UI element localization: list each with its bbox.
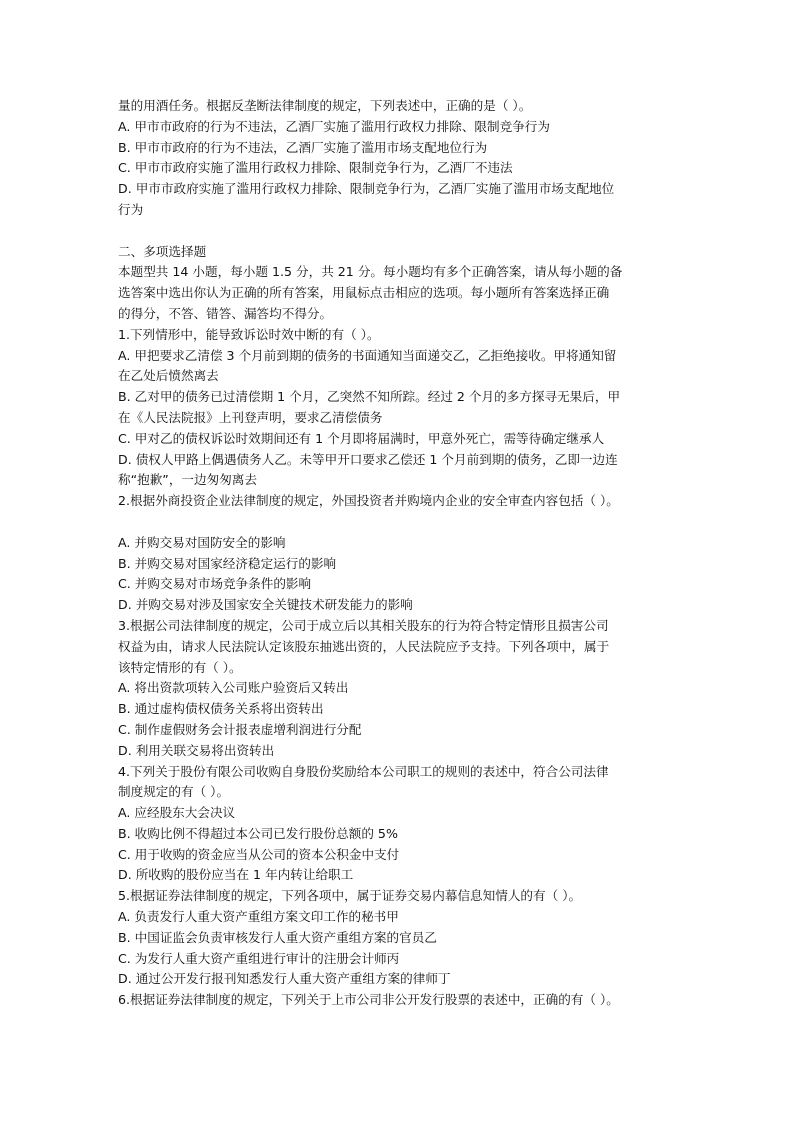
text-line: 5.根据证券法律制度的规定，下列各项中，属于证券交易内幕信息知情人的有（ ）。	[118, 888, 582, 904]
document-body	[118, 96, 678, 1011]
text-line: B. 并购交易对国家经济稳定运行的影响	[118, 555, 337, 571]
text-line: D. 所收购的股份应当在 1 年内转让给职工	[118, 867, 354, 883]
text-line: A. 应经股东大会决议	[118, 805, 236, 821]
text-line: A. 甲把要求乙清偿 3 个月前到期的债务的书面通知当面递交乙，乙拒绝接收。甲将通知留	[118, 347, 617, 363]
text-line: A. 将出资款项转入公司账户验资后又转出	[118, 680, 349, 696]
text-line: C. 并购交易对市场竞争条件的影响	[118, 576, 312, 592]
text-line: C. 甲对乙的债权诉讼时效期间还有 1 个月即将届满时，甲意外死亡，需等待确定继承人	[118, 430, 605, 446]
text-line: 本题型共 14 小题，每小题 1.5 分，共 21 分。每小题均有多个正确答案，请从每小题的备	[118, 264, 623, 280]
text-line: C. 用于收购的资金应当从公司的资本公积金中支付	[118, 846, 400, 862]
text-line: 制度规定的有（ ）。	[118, 784, 230, 800]
text-line: A. 甲市市政府的行为不违法，乙酒厂实施了滥用行政权力排除、限制竞争行为	[118, 118, 550, 134]
text-line: 行为	[118, 201, 144, 217]
text-line: B. 乙对甲的债务已过清偿期 1 个月，乙突然不知所踪。经过 2 个月的多方探寻无果后，甲	[118, 389, 621, 405]
text-line: C. 制作虚假财务会计报表虚增利润进行分配	[118, 721, 362, 737]
text-line: D. 通过公开发行报刊知悉发行人重大资产重组方案的律师丁	[118, 971, 451, 987]
text-line: D. 甲市市政府实施了滥用行政权力排除、限制竞争行为，乙酒厂实施了滥用市场支配地位	[118, 181, 615, 197]
text-line: 在乙处后愤然离去	[118, 368, 219, 384]
text-line: 二、多项选择题	[118, 243, 207, 259]
text-line: B. 收购比例不得超过本公司已发行股份总额的 5%	[118, 825, 398, 841]
text-line: 量的用酒任务。根据反垄断法律制度的规定，下列表述中，正确的是（ ）。	[118, 98, 532, 113]
text-line: D. 债权人甲路上偶遇债务人乙。未等甲开口要求乙偿还 1 个月前到期的债务，乙即一边连	[118, 451, 618, 467]
text-line: 3.根据公司法律制度的规定，公司于成立后以其相关股东的行为符合特定情形且损害公司	[118, 617, 609, 633]
text-line: 称“抱歉”，一边匆匆离去	[118, 472, 257, 488]
text-line: 4.下列关于股份有限公司收购自身股份奖励给本公司职工的规则的表述中，符合公司法律	[118, 763, 609, 779]
text-line: 的得分，不答、错答、漏答均不得分。	[118, 305, 333, 321]
blank-line	[118, 221, 678, 242]
text-line: A. 负责发行人重大资产重组方案文印工作的秘书甲	[118, 909, 399, 925]
text-line: 权益为由，请求人民法院认定该股东抽逃出资的，人民法院应予支持。下列各项中，属于	[118, 638, 610, 654]
text-line: C. 甲市市政府实施了滥用行政权力排除、限制竞争行为，乙酒厂不违法	[118, 160, 513, 176]
text-line: 该特定情形的有（ ）。	[118, 659, 242, 675]
blank-line	[118, 512, 678, 533]
text-line: B. 甲市市政府的行为不违法，乙酒厂实施了滥用市场支配地位行为	[118, 139, 488, 155]
text-line: B. 中国证监会负责审核发行人重大资产重组方案的官员乙	[118, 929, 437, 945]
text-line: B. 通过虚构债权债务关系将出资转出	[118, 701, 324, 717]
text-line: D. 利用关联交易将出资转出	[118, 742, 275, 758]
text-line: 选答案中选出你认为正确的所有答案，用鼠标点击相应的选项。每小题所有答案选择正确	[118, 285, 610, 301]
text-line: C. 为发行人重大资产重组进行审计的注册会计师丙	[118, 950, 400, 966]
text-line: A. 并购交易对国防安全的影响	[118, 534, 286, 550]
text-line: 6.根据证券法律制度的规定，下列关于上市公司非公开发行股票的表述中，正确的有（ ）。	[118, 992, 619, 1008]
text-line: D. 并购交易对涉及国家安全关键技术研发能力的影响	[118, 597, 413, 613]
text-line: 1.下列情形中，能导致诉讼时效中断的有（ ）。	[118, 326, 380, 342]
text-line: 2.根据外商投资企业法律制度的规定，外国投资者并购境内企业的安全审查内容包括（ ）。	[118, 493, 619, 509]
text-line: 在《人民法院报》上刊登声明，要求乙清偿债务	[118, 409, 383, 425]
